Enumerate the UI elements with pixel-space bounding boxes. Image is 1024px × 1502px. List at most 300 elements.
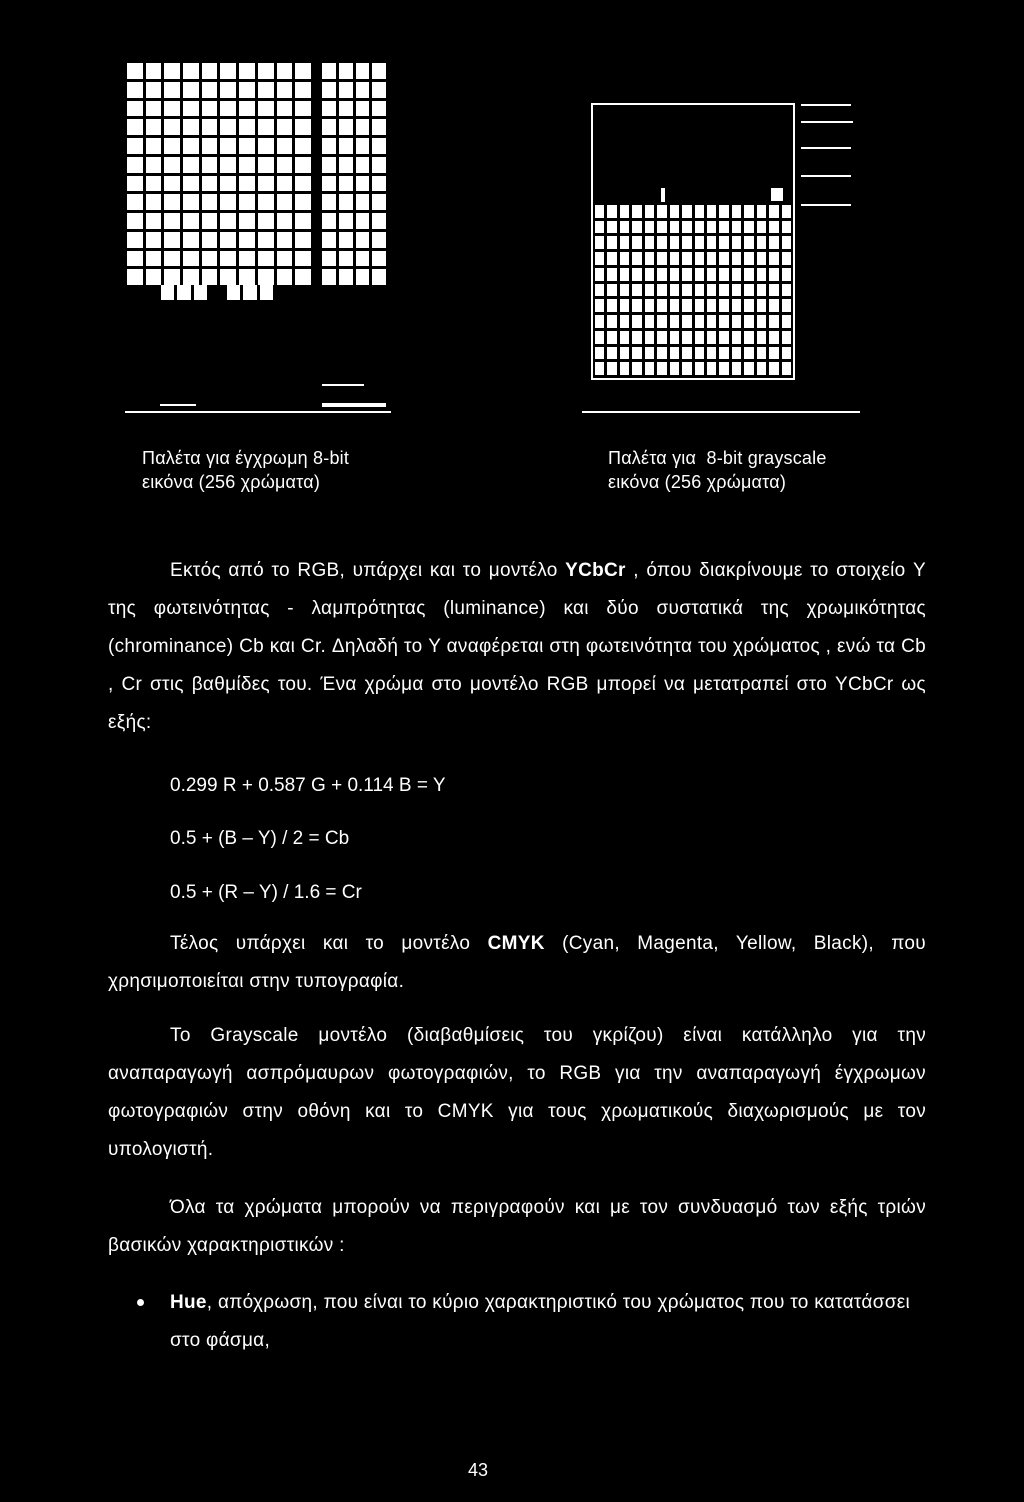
- palette-swatch: [339, 63, 353, 79]
- palette-swatch: [127, 119, 143, 135]
- palette-swatch: [657, 315, 666, 328]
- palette-swatch: [607, 205, 616, 218]
- palette-swatch: [645, 362, 654, 375]
- palette-swatch: [719, 268, 728, 281]
- palette-swatch: [744, 268, 753, 281]
- palette-swatch: [146, 157, 162, 173]
- caption-line: εικόνα (256 χρώματα): [608, 472, 787, 492]
- color-palette-grid-bottom-row: [161, 285, 273, 300]
- palette-swatch: [782, 331, 791, 344]
- palette-swatch: [682, 268, 691, 281]
- paragraph-text: Εκτός από το RGB, υπάρχει και το μοντέλο: [170, 560, 566, 581]
- palette-swatch: [620, 252, 629, 265]
- scrollbar-line: [801, 121, 853, 123]
- palette-swatch: [356, 157, 370, 173]
- palette-swatch: [732, 252, 741, 265]
- palette-swatch: [277, 194, 293, 210]
- palette-swatch: [146, 176, 162, 192]
- palette-swatch: [695, 331, 704, 344]
- palette-swatch: [757, 252, 766, 265]
- palette-swatch: [719, 284, 728, 297]
- palette-swatch: [127, 251, 143, 267]
- palette-swatch: [719, 331, 728, 344]
- palette-swatch: [146, 269, 162, 285]
- palette-swatch: [782, 284, 791, 297]
- paragraph-text: (Cyan, Magenta, Yellow, Black), που χρησιμοποιείται στην τυπογραφία.: [108, 933, 926, 992]
- palette-swatch: [202, 251, 218, 267]
- palette-swatch: [695, 205, 704, 218]
- palette-swatch: [732, 236, 741, 249]
- palette-swatch: [769, 252, 778, 265]
- palette-swatch: [719, 362, 728, 375]
- palette-swatch: [183, 138, 199, 154]
- palette-swatch: [645, 284, 654, 297]
- palette-swatch: [202, 119, 218, 135]
- palette-swatch: [322, 119, 336, 135]
- figure-baseline: [582, 411, 860, 413]
- palette-swatch: [183, 63, 199, 79]
- palette-swatch: [645, 315, 654, 328]
- palette-swatch: [769, 331, 778, 344]
- palette-swatch: [732, 347, 741, 360]
- palette-swatch: [769, 284, 778, 297]
- palette-swatch: [220, 82, 236, 98]
- palette-swatch: [295, 213, 311, 229]
- palette-swatch: [707, 236, 716, 249]
- palette-swatch: [227, 285, 240, 300]
- palette-swatch: [732, 268, 741, 281]
- palette-swatch: [295, 232, 311, 248]
- caption-line: Παλέτα για 8-bit grayscale: [608, 448, 827, 468]
- palette-swatch: [757, 221, 766, 234]
- palette-swatch: [220, 101, 236, 117]
- palette-swatch: [620, 205, 629, 218]
- palette-swatch: [782, 315, 791, 328]
- palette-swatch: [220, 251, 236, 267]
- palette-swatch: [356, 232, 370, 248]
- palette-swatch: [670, 252, 679, 265]
- palette-swatch: [202, 63, 218, 79]
- palette-swatch: [732, 205, 741, 218]
- palette-swatch: [757, 347, 766, 360]
- palette-swatch: [670, 268, 679, 281]
- palette-swatch: [277, 101, 293, 117]
- palette-swatch: [657, 362, 666, 375]
- palette-swatch: [607, 221, 616, 234]
- palette-swatch: [595, 315, 604, 328]
- color-palette-caption: [142, 446, 402, 494]
- palette-swatch: [695, 221, 704, 234]
- palette-swatch: [707, 299, 716, 312]
- caption-line: Παλέτα για έγχρωμη 8-bit: [142, 448, 350, 468]
- palette-swatch: [202, 213, 218, 229]
- palette-swatch: [595, 331, 604, 344]
- hue-term: Hue: [170, 1292, 207, 1313]
- palette-swatch: [595, 284, 604, 297]
- palette-swatch: [769, 236, 778, 249]
- palette-swatch: [372, 119, 386, 135]
- palette-swatch: [769, 315, 778, 328]
- grayscale-paragraph: Το Grayscale μοντέλο (διαβαθμίσεις του γκρίζου) είναι κατάλληλο για την αναπαραγωγή ασπρόμαυρων φωτογραφιών, το RGB για την αναπαραγωγή έγχρωμων φωτογραφιών στην οθόνη και το CMYK για τους χρωματικούς διαχωρισμούς με τον υπολογιστή.: [108, 1025, 926, 1160]
- palette-swatch: [707, 315, 716, 328]
- palette-swatch: [372, 213, 386, 229]
- palette-swatch: [657, 268, 666, 281]
- palette-swatch: [146, 63, 162, 79]
- palette-swatch: [258, 119, 274, 135]
- palette-swatch: [645, 221, 654, 234]
- palette-swatch: [239, 119, 255, 135]
- palette-swatch: [322, 269, 336, 285]
- palette-swatch: [744, 252, 753, 265]
- palette-swatch: [356, 63, 370, 79]
- palette-swatch: [239, 194, 255, 210]
- palette-swatch: [695, 299, 704, 312]
- palette-swatch: [645, 347, 654, 360]
- palette-swatch: [607, 315, 616, 328]
- palette-swatch: [183, 157, 199, 173]
- palette-swatch: [239, 251, 255, 267]
- palette-swatch: [295, 82, 311, 98]
- palette-swatch: [670, 284, 679, 297]
- palette-swatch: [164, 269, 180, 285]
- grayscale-palette-grid: [595, 205, 791, 375]
- palette-swatch: [645, 236, 654, 249]
- palette-swatch: [607, 347, 616, 360]
- palette-swatch: [146, 138, 162, 154]
- palette-swatch: [339, 138, 353, 154]
- palette-swatch: [220, 213, 236, 229]
- palette-swatch: [782, 236, 791, 249]
- figure-baseline: [125, 411, 391, 413]
- palette-swatch: [670, 299, 679, 312]
- palette-swatch: [682, 252, 691, 265]
- palette-swatch: [695, 362, 704, 375]
- palette-swatch: [657, 205, 666, 218]
- color-palette-grid-left: [127, 63, 311, 285]
- palette-swatch: [744, 284, 753, 297]
- palette-swatch: [645, 268, 654, 281]
- scrollbar-line: [801, 104, 851, 106]
- palette-swatch: [757, 284, 766, 297]
- palette-swatch: [744, 205, 753, 218]
- color-palette-grid-right: [322, 63, 386, 285]
- palette-swatch: [295, 176, 311, 192]
- palette-swatch: [670, 221, 679, 234]
- palette-swatch: [657, 221, 666, 234]
- palette-swatch: [372, 138, 386, 154]
- palette-swatch: [782, 221, 791, 234]
- palette-swatch: [239, 63, 255, 79]
- palette-swatch: [732, 299, 741, 312]
- palette-swatch: [670, 205, 679, 218]
- palette-swatch: [707, 205, 716, 218]
- palette-swatch: [607, 252, 616, 265]
- palette-swatch: [632, 331, 641, 344]
- palette-swatch: [632, 205, 641, 218]
- palette-swatch: [744, 347, 753, 360]
- palette-swatch: [607, 284, 616, 297]
- palette-swatch: [220, 194, 236, 210]
- palette-swatch: [164, 251, 180, 267]
- palette-swatch: [595, 221, 604, 234]
- palette-swatch: [339, 251, 353, 267]
- formula-y: 0.299 R + 0.587 G + 0.114 B = Y: [170, 775, 446, 796]
- palette-swatch: [322, 82, 336, 98]
- palette-swatch: [146, 213, 162, 229]
- palette-swatch: [295, 157, 311, 173]
- palette-swatch: [183, 119, 199, 135]
- palette-swatch: [183, 269, 199, 285]
- palette-swatch: [632, 268, 641, 281]
- palette-swatch: [719, 315, 728, 328]
- palette-swatch: [277, 138, 293, 154]
- palette-swatch: [295, 269, 311, 285]
- palette-swatch: [782, 252, 791, 265]
- formula-cr: 0.5 + (R – Y) / 1.6 = Cr: [170, 882, 362, 903]
- palette-swatch: [164, 119, 180, 135]
- palette-swatch: [632, 362, 641, 375]
- list-item: [170, 1284, 930, 1360]
- palette-swatch: [757, 236, 766, 249]
- palette-swatch: [183, 176, 199, 192]
- palette-swatch: [682, 284, 691, 297]
- palette-swatch: [757, 299, 766, 312]
- palette-swatch: [657, 347, 666, 360]
- palette-swatch: [732, 221, 741, 234]
- palette-swatch: [744, 221, 753, 234]
- palette-swatch: [757, 205, 766, 218]
- palette-swatch: [127, 157, 143, 173]
- palette-swatch: [146, 232, 162, 248]
- palette-swatch: [164, 213, 180, 229]
- palette-swatch: [682, 221, 691, 234]
- palette-swatch: [146, 119, 162, 135]
- palette-swatch: [356, 194, 370, 210]
- palette-swatch: [220, 176, 236, 192]
- palette-swatch: [682, 331, 691, 344]
- palette-swatch: [127, 269, 143, 285]
- palette-swatch: [682, 236, 691, 249]
- palette-swatch: [620, 268, 629, 281]
- palette-swatch: [732, 362, 741, 375]
- palette-swatch: [595, 347, 604, 360]
- palette-swatch: [682, 347, 691, 360]
- palette-swatch: [632, 252, 641, 265]
- palette-swatch: [744, 315, 753, 328]
- palette-swatch: [277, 157, 293, 173]
- palette-swatch: [146, 251, 162, 267]
- palette-swatch: [127, 213, 143, 229]
- palette-swatch: [670, 331, 679, 344]
- palette-swatch: [707, 331, 716, 344]
- palette-swatch: [645, 252, 654, 265]
- palette-swatch: [183, 82, 199, 98]
- palette-swatch: [239, 269, 255, 285]
- palette-swatch: [744, 299, 753, 312]
- palette-swatch: [322, 194, 336, 210]
- palette-swatch: [146, 101, 162, 117]
- palette-swatch: [744, 331, 753, 344]
- palette-swatch: [769, 299, 778, 312]
- palette-swatch: [769, 205, 778, 218]
- palette-swatch: [657, 299, 666, 312]
- palette-swatch: [595, 362, 604, 375]
- palette-swatch: [657, 331, 666, 344]
- palette-swatch: [607, 268, 616, 281]
- cmyk-term: CMYK: [487, 933, 545, 954]
- palette-swatch: [695, 268, 704, 281]
- palette-swatch: [782, 299, 791, 312]
- palette-swatch: [277, 176, 293, 192]
- palette-swatch: [645, 331, 654, 344]
- palette-swatch: [620, 362, 629, 375]
- palette-swatch: [657, 252, 666, 265]
- palette-swatch: [339, 119, 353, 135]
- palette-swatch: [322, 232, 336, 248]
- palette-swatch: [632, 347, 641, 360]
- palette-swatch: [202, 138, 218, 154]
- palette-swatch: [277, 232, 293, 248]
- palette-swatch: [632, 284, 641, 297]
- palette-swatch: [632, 299, 641, 312]
- palette-swatch: [769, 347, 778, 360]
- palette-swatch: [769, 268, 778, 281]
- palette-swatch: [220, 138, 236, 154]
- palette-swatch: [339, 269, 353, 285]
- palette-swatch: [595, 268, 604, 281]
- paragraph-text: Τέλος υπάρχει και το μοντέλο: [170, 933, 488, 954]
- palette-swatch: [595, 299, 604, 312]
- palette-swatch: [744, 236, 753, 249]
- palette-swatch: [164, 63, 180, 79]
- palette-swatch: [707, 252, 716, 265]
- palette-swatch: [769, 221, 778, 234]
- palette-swatch: [277, 63, 293, 79]
- palette-swatch: [239, 176, 255, 192]
- palette-swatch: [682, 315, 691, 328]
- palette-swatch: [695, 252, 704, 265]
- palette-swatch: [695, 347, 704, 360]
- palette-swatch: [707, 347, 716, 360]
- selection-marker-icon: [771, 188, 783, 201]
- palette-swatch: [695, 315, 704, 328]
- palette-swatch: [210, 285, 223, 300]
- palette-swatch: [372, 176, 386, 192]
- palette-swatch: [339, 194, 353, 210]
- palette-swatch: [732, 315, 741, 328]
- paragraph-text: , όπου διακρίνουμε το στοιχείο Y της φωτεινότητας - λαμπρότητας (luminance) και δύο συστατικά της χρωμικότητας (chrominance) Cb και Cr. Δηλαδή το Y αναφέρεται στη φωτεινότητα του χρώματος , ενώ τα Cb , Cr στις βαθμίδες του. Ένα χρώμα στο μοντέλο RGB μπορεί να μετατραπεί στο YCbCr ως εξής:: [108, 560, 926, 733]
- palette-swatch: [183, 232, 199, 248]
- palette-swatch: [682, 205, 691, 218]
- palette-swatch: [620, 331, 629, 344]
- attributes-paragraph: Όλα τα χρώματα μπορούν να περιγραφούν και με τον συνδυασμό των εξής τριών βασικών χαρακτηριστικών :: [108, 1197, 926, 1256]
- palette-swatch: [277, 269, 293, 285]
- palette-swatch: [277, 213, 293, 229]
- palette-swatch: [258, 176, 274, 192]
- palette-swatch: [657, 236, 666, 249]
- palette-swatch: [782, 347, 791, 360]
- palette-swatch: [258, 138, 274, 154]
- palette-swatch: [372, 269, 386, 285]
- palette-swatch: [645, 205, 654, 218]
- page-number: 43: [468, 1460, 489, 1480]
- palette-swatch: [757, 362, 766, 375]
- palette-swatch: [164, 232, 180, 248]
- palette-swatch: [372, 194, 386, 210]
- palette-swatch: [769, 362, 778, 375]
- palette-swatch: [670, 347, 679, 360]
- palette-swatch: [258, 213, 274, 229]
- palette-swatch: [161, 285, 174, 300]
- palette-swatch: [632, 236, 641, 249]
- palette-swatch: [239, 82, 255, 98]
- palette-swatch: [339, 101, 353, 117]
- palette-swatch: [322, 213, 336, 229]
- cmyk-paragraph: [108, 925, 926, 1001]
- palette-swatch: [220, 63, 236, 79]
- palette-swatch: [607, 299, 616, 312]
- palette-swatch: [607, 362, 616, 375]
- palette-swatch: [127, 194, 143, 210]
- palette-swatch: [372, 251, 386, 267]
- palette-swatch: [757, 315, 766, 328]
- palette-swatch: [632, 315, 641, 328]
- palette-swatch: [632, 221, 641, 234]
- palette-swatch-line: [322, 384, 364, 386]
- palette-swatch: [356, 176, 370, 192]
- palette-swatch: [645, 299, 654, 312]
- palette-swatch: [322, 63, 336, 79]
- palette-swatch: [243, 285, 256, 300]
- palette-swatch: [782, 268, 791, 281]
- palette-swatch: [707, 284, 716, 297]
- palette-swatch: [258, 82, 274, 98]
- list-item-text: , απόχρωση, που είναι το κύριο χαρακτηριστικό του χρώματος που το κατατάσσει στο φάσμα,: [170, 1292, 911, 1351]
- palette-swatch: [127, 176, 143, 192]
- palette-swatch: [607, 331, 616, 344]
- palette-swatch: [194, 285, 207, 300]
- palette-swatch: [356, 82, 370, 98]
- palette-swatch: [339, 176, 353, 192]
- palette-swatch: [183, 101, 199, 117]
- palette-swatch: [220, 269, 236, 285]
- formula-cb: 0.5 + (B – Y) / 2 = Cb: [170, 828, 350, 849]
- palette-swatch: [670, 236, 679, 249]
- palette-swatch: [258, 194, 274, 210]
- palette-swatch: [202, 101, 218, 117]
- palette-swatch: [719, 299, 728, 312]
- palette-swatch: [239, 213, 255, 229]
- grayscale-palette-caption: [608, 446, 888, 494]
- palette-swatch: [322, 138, 336, 154]
- palette-swatch: [146, 194, 162, 210]
- palette-swatch: [202, 194, 218, 210]
- palette-swatch: [356, 213, 370, 229]
- palette-swatch: [239, 232, 255, 248]
- palette-swatch: [183, 213, 199, 229]
- palette-swatch: [356, 101, 370, 117]
- palette-swatch: [339, 82, 353, 98]
- palette-swatch: [339, 232, 353, 248]
- palette-swatch: [607, 236, 616, 249]
- palette-swatch: [258, 232, 274, 248]
- palette-swatch: [164, 101, 180, 117]
- palette-swatch: [239, 101, 255, 117]
- palette-swatch: [202, 157, 218, 173]
- palette-swatch: [719, 221, 728, 234]
- scrollbar-line: [801, 147, 851, 149]
- palette-swatch: [164, 194, 180, 210]
